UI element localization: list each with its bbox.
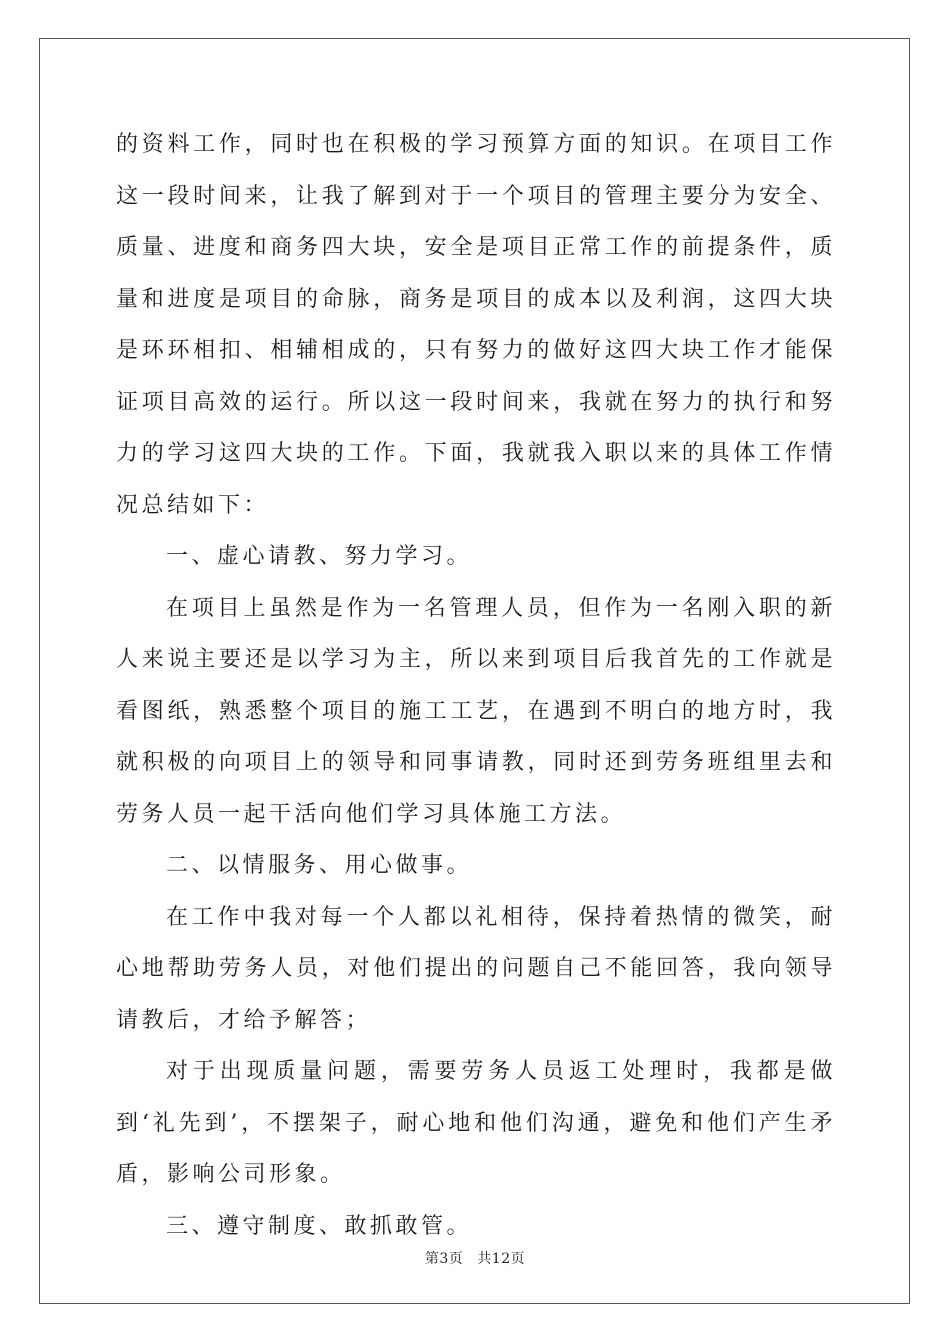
current-page-number: 第3页	[424, 1251, 464, 1267]
section-heading: 三、遵守制度、敢抓敢管。	[166, 1213, 473, 1239]
total-page-count: 共12页	[477, 1251, 526, 1267]
paragraph: 对于出现质量问题，需要劳务人员返工处理时，我都是做到‘礼先到’，不摆架子，耐心地和他们沟通，避免和他们产生矛盾，影响公司形象。	[116, 1059, 836, 1187]
paragraph: 在项目上虽然是作为一名管理人员，但作为一名刚入职的新人来说主要还是以学习为主，所以来到项目后我首先的工作就是看图纸，熟悉整个项目的施工工艺，在遇到不明白的地方时，我就积极的向项目上的领导和同事请教，同时还到劳务班组里去和劳务人员一起干活向他们学习具体施工方法。	[116, 595, 836, 827]
paragraph: 的资料工作，同时也在积极的学习预算方面的知识。在项目工作这一段时间来，让我了解到对于一个项目的管理主要分为安全、质量、进度和商务四大块，安全是项目正常工作的前提条件，质量和进度是项目的命脉，商务是项目的成本以及利润，这四大块是环环相扣、相辅相成的，只有努力的做好这四大块工作才能保证项目高效的运行。所以这一段时间来，我就在努力的执行和努力的学习这四大块的工作。下面，我就我入职以来的具体工作情况总结如下：	[116, 132, 836, 518]
document-body	[116, 119, 836, 1252]
section-heading: 一、虚心请教、努力学习。	[166, 544, 473, 569]
paragraph: 在工作中我对每一个人都以礼相待，保持着热情的微笑，耐心地帮助劳务人员，对他们提出的问题自己不能回答，我向领导请教后，才给予解答；	[116, 904, 836, 1033]
page-footer	[0, 1248, 950, 1268]
section-heading: 二、以情服务、用心做事。	[166, 853, 473, 878]
